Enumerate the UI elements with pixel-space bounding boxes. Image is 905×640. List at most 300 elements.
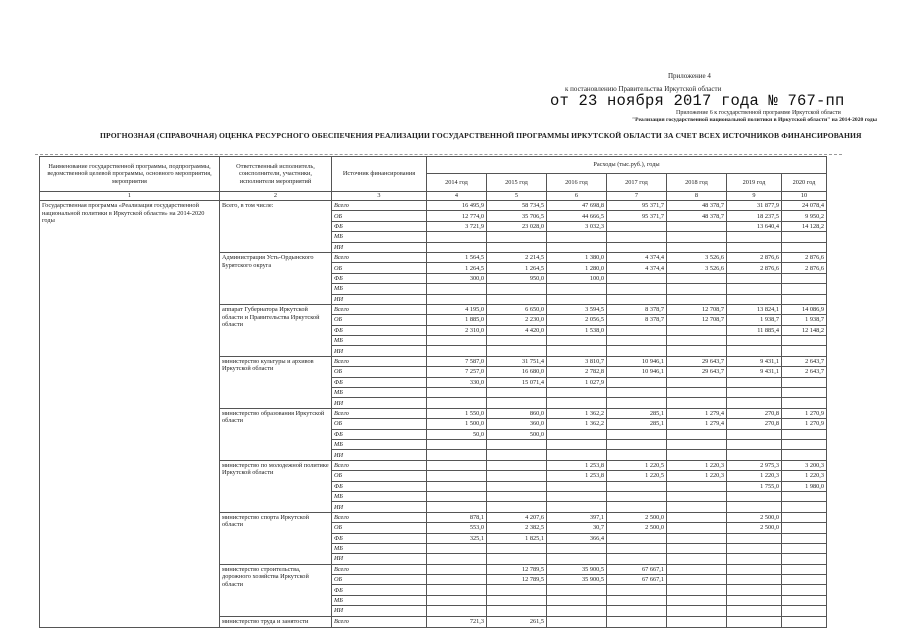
executor-cell: министерство культуры и архивов Иркутской области bbox=[220, 356, 332, 408]
year-header: 2014 год bbox=[427, 174, 487, 192]
top-rule bbox=[35, 154, 842, 155]
value-cell bbox=[487, 294, 547, 304]
value-cell: 12 708,7 bbox=[667, 315, 727, 325]
value-cell bbox=[667, 325, 727, 335]
value-cell: 261,5 bbox=[487, 616, 547, 627]
source-cell: ИИ bbox=[332, 502, 427, 512]
value-cell bbox=[667, 336, 727, 346]
value-cell: 1 220,3 bbox=[667, 471, 727, 481]
value-cell: 1 825,1 bbox=[487, 533, 547, 543]
value-cell bbox=[667, 543, 727, 553]
value-cell: 1 755,0 bbox=[727, 481, 782, 491]
value-cell bbox=[547, 429, 607, 439]
value-cell bbox=[667, 398, 727, 408]
value-cell bbox=[547, 439, 607, 449]
value-cell bbox=[607, 429, 667, 439]
value-cell bbox=[782, 491, 827, 501]
value-cell bbox=[427, 606, 487, 616]
value-cell bbox=[487, 491, 547, 501]
value-cell: 2 500,0 bbox=[727, 512, 782, 522]
executor-cell: министерство спорта Иркутской области bbox=[220, 512, 332, 564]
value-cell bbox=[667, 512, 727, 522]
column-index: 4 bbox=[427, 192, 487, 201]
value-cell bbox=[782, 616, 827, 627]
value-cell bbox=[782, 377, 827, 387]
value-cell bbox=[427, 564, 487, 574]
value-cell bbox=[427, 543, 487, 553]
value-cell bbox=[782, 429, 827, 439]
value-cell bbox=[782, 273, 827, 283]
value-cell bbox=[427, 439, 487, 449]
document-title: ПРОГНОЗНАЯ (СПРАВОЧНАЯ) ОЦЕНКА РЕСУРСНОГО ОБЕСПЕЧЕНИЯ РЕАЛИЗАЦИИ ГОСУДАРСТВЕННОЙ ПРОГРАММЫ ИРКУТСКОЙ ОБЛАСТИ ЗА СЧЕТ ВСЕХ ИСТОЧНИКОВ ФИНАНСИРОВАНИЯ bbox=[100, 131, 862, 140]
value-cell bbox=[487, 543, 547, 553]
source-cell: ФБ bbox=[332, 481, 427, 491]
value-cell bbox=[607, 388, 667, 398]
value-cell bbox=[547, 543, 607, 553]
value-cell: 2 876,6 bbox=[727, 252, 782, 262]
value-cell: 2 500,0 bbox=[607, 512, 667, 522]
value-cell bbox=[547, 398, 607, 408]
executor-cell: Администрация Усть-Ордынского Бурятского округа bbox=[220, 252, 332, 304]
value-cell: 3 526,6 bbox=[667, 252, 727, 262]
value-cell: 2 382,5 bbox=[487, 523, 547, 533]
value-cell bbox=[547, 388, 607, 398]
value-cell: 1 220,5 bbox=[607, 471, 667, 481]
value-cell bbox=[607, 543, 667, 553]
value-cell bbox=[607, 325, 667, 335]
source-cell: Всего bbox=[332, 252, 427, 262]
decree-stamp: от 23 ноября 2017 года № 767-пп bbox=[550, 92, 845, 110]
source-cell: Всего bbox=[332, 564, 427, 574]
value-cell bbox=[727, 616, 782, 627]
value-cell: 1 980,0 bbox=[782, 481, 827, 491]
value-cell: 360,0 bbox=[487, 419, 547, 429]
value-cell bbox=[782, 554, 827, 564]
value-cell: 3 526,6 bbox=[667, 263, 727, 273]
value-cell bbox=[607, 595, 667, 605]
value-cell: 18 237,5 bbox=[727, 211, 782, 221]
source-cell: МБ bbox=[332, 543, 427, 553]
value-cell bbox=[667, 606, 727, 616]
value-cell: 29 643,7 bbox=[667, 367, 727, 377]
value-cell bbox=[607, 284, 667, 294]
value-cell bbox=[727, 595, 782, 605]
value-cell bbox=[487, 398, 547, 408]
value-cell bbox=[667, 481, 727, 491]
value-cell bbox=[782, 512, 827, 522]
value-cell bbox=[727, 398, 782, 408]
value-cell bbox=[667, 533, 727, 543]
source-cell: МБ bbox=[332, 284, 427, 294]
value-cell: 4 374,4 bbox=[607, 252, 667, 262]
source-cell: МБ bbox=[332, 388, 427, 398]
value-cell: 1 938,7 bbox=[782, 315, 827, 325]
value-cell: 1 264,5 bbox=[487, 263, 547, 273]
value-cell: 12 789,5 bbox=[487, 575, 547, 585]
value-cell bbox=[487, 460, 547, 470]
source-cell: ФБ bbox=[332, 325, 427, 335]
value-cell: 1 220,5 bbox=[607, 460, 667, 470]
value-cell bbox=[427, 232, 487, 242]
value-cell: 14 086,9 bbox=[782, 304, 827, 314]
value-cell: 9 431,1 bbox=[727, 367, 782, 377]
value-cell bbox=[547, 595, 607, 605]
value-cell bbox=[782, 398, 827, 408]
value-cell bbox=[547, 284, 607, 294]
value-cell bbox=[547, 232, 607, 242]
value-cell: 860,0 bbox=[487, 408, 547, 418]
source-cell: ФБ bbox=[332, 273, 427, 283]
value-cell bbox=[782, 575, 827, 585]
value-cell bbox=[727, 585, 782, 595]
value-cell: 1 362,2 bbox=[547, 408, 607, 418]
source-cell: ФБ bbox=[332, 585, 427, 595]
value-cell: 366,4 bbox=[547, 533, 607, 543]
value-cell: 4 195,0 bbox=[427, 304, 487, 314]
value-cell bbox=[487, 585, 547, 595]
value-cell: 1 380,0 bbox=[547, 252, 607, 262]
value-cell: 1 279,4 bbox=[667, 408, 727, 418]
value-cell: 2 500,0 bbox=[607, 523, 667, 533]
value-cell bbox=[547, 450, 607, 460]
value-cell: 500,0 bbox=[487, 429, 547, 439]
value-cell: 12 148,2 bbox=[782, 325, 827, 335]
value-cell: 2 876,6 bbox=[782, 252, 827, 262]
source-cell: Всего bbox=[332, 408, 427, 418]
value-cell: 12 774,0 bbox=[427, 211, 487, 221]
value-cell: 7 587,0 bbox=[427, 356, 487, 366]
source-cell: ФБ bbox=[332, 429, 427, 439]
value-cell bbox=[782, 439, 827, 449]
value-cell bbox=[727, 336, 782, 346]
value-cell bbox=[782, 232, 827, 242]
table-body bbox=[40, 201, 827, 628]
value-cell: 1 500,0 bbox=[427, 419, 487, 429]
value-cell: 10 946,1 bbox=[607, 367, 667, 377]
value-cell: 95 371,7 bbox=[607, 211, 667, 221]
column-index: 2 bbox=[220, 192, 332, 201]
value-cell: 2 500,0 bbox=[727, 523, 782, 533]
source-cell: МБ bbox=[332, 595, 427, 605]
value-cell bbox=[487, 232, 547, 242]
value-cell: 16 680,0 bbox=[487, 367, 547, 377]
value-cell bbox=[607, 554, 667, 564]
source-cell: ФБ bbox=[332, 533, 427, 543]
value-cell: 10 946,1 bbox=[607, 356, 667, 366]
value-cell: 35 900,5 bbox=[547, 564, 607, 574]
value-cell bbox=[782, 284, 827, 294]
year-header: 2019 год bbox=[727, 174, 782, 192]
value-cell: 2 214,5 bbox=[487, 252, 547, 262]
value-cell: 35 706,5 bbox=[487, 211, 547, 221]
value-cell: 3 721,9 bbox=[427, 221, 487, 231]
executor-cell: министерство строительства, дорожного хозяйства Иркутской области bbox=[220, 564, 332, 616]
value-cell: 13 640,4 bbox=[727, 221, 782, 231]
executor-cell: аппарат Губернатора Иркутской области и Правительства Иркутской области bbox=[220, 304, 332, 356]
source-cell: Всего bbox=[332, 304, 427, 314]
value-cell bbox=[607, 294, 667, 304]
source-cell: ОБ bbox=[332, 263, 427, 273]
value-cell bbox=[667, 575, 727, 585]
table-header bbox=[40, 157, 827, 201]
value-cell bbox=[607, 585, 667, 595]
value-cell bbox=[547, 346, 607, 356]
value-cell: 3 594,5 bbox=[547, 304, 607, 314]
value-cell bbox=[727, 439, 782, 449]
value-cell: 16 495,9 bbox=[427, 201, 487, 211]
index-row bbox=[40, 192, 827, 201]
value-cell: 35 900,5 bbox=[547, 575, 607, 585]
col-src-header: Источник финансирования bbox=[332, 157, 427, 192]
value-cell bbox=[547, 616, 607, 627]
value-cell: 950,0 bbox=[487, 273, 547, 283]
value-cell: 31 877,9 bbox=[727, 201, 782, 211]
value-cell: 1 027,9 bbox=[547, 377, 607, 387]
value-cell bbox=[727, 533, 782, 543]
value-cell bbox=[782, 336, 827, 346]
value-cell bbox=[667, 294, 727, 304]
source-cell: МБ bbox=[332, 232, 427, 242]
column-index: 5 bbox=[487, 192, 547, 201]
value-cell bbox=[487, 439, 547, 449]
value-cell: 1 538,0 bbox=[547, 325, 607, 335]
value-cell: 2 643,7 bbox=[782, 356, 827, 366]
value-cell bbox=[607, 273, 667, 283]
source-cell: Всего bbox=[332, 356, 427, 366]
value-cell: 4 207,6 bbox=[487, 512, 547, 522]
value-cell bbox=[427, 481, 487, 491]
program-note-1: Приложение 6 к государственной программе Иркутской области bbox=[676, 110, 841, 116]
value-cell bbox=[782, 523, 827, 533]
value-cell: 2 056,5 bbox=[547, 315, 607, 325]
value-cell bbox=[667, 554, 727, 564]
source-cell: Всего bbox=[332, 460, 427, 470]
value-cell bbox=[427, 284, 487, 294]
value-cell: 2 310,0 bbox=[427, 325, 487, 335]
source-cell: ОБ bbox=[332, 471, 427, 481]
year-header: 2016 год bbox=[547, 174, 607, 192]
value-cell bbox=[667, 523, 727, 533]
source-cell: МБ bbox=[332, 336, 427, 346]
appendix-label: Приложение 4 bbox=[668, 72, 711, 80]
value-cell bbox=[427, 398, 487, 408]
value-cell bbox=[607, 481, 667, 491]
value-cell bbox=[607, 533, 667, 543]
value-cell: 47 698,8 bbox=[547, 201, 607, 211]
value-cell bbox=[727, 564, 782, 574]
value-cell bbox=[487, 450, 547, 460]
program-note-2: "Реализация государственной национальной политики в Иркутской области" на 2014-2020 годы bbox=[632, 117, 877, 123]
source-cell: ИИ bbox=[332, 398, 427, 408]
source-cell: Всего bbox=[332, 201, 427, 211]
value-cell bbox=[727, 502, 782, 512]
value-cell bbox=[727, 575, 782, 585]
value-cell: 553,0 bbox=[427, 523, 487, 533]
value-cell: 6 650,0 bbox=[487, 304, 547, 314]
value-cell bbox=[427, 460, 487, 470]
value-cell: 1 253,8 bbox=[547, 471, 607, 481]
value-cell bbox=[547, 502, 607, 512]
value-cell: 1 362,2 bbox=[547, 419, 607, 429]
executor-cell: Всего, в том числе: bbox=[220, 201, 332, 253]
year-header: 2018 год bbox=[667, 174, 727, 192]
source-cell: ФБ bbox=[332, 377, 427, 387]
value-cell bbox=[727, 242, 782, 252]
source-cell: Всего bbox=[332, 616, 427, 627]
value-cell: 1 280,0 bbox=[547, 263, 607, 273]
resolution-label: к постановлению Правительства Иркутской области bbox=[565, 85, 722, 93]
value-cell bbox=[487, 346, 547, 356]
value-cell: 300,0 bbox=[427, 273, 487, 283]
value-cell: 12 789,5 bbox=[487, 564, 547, 574]
value-cell bbox=[607, 346, 667, 356]
value-cell bbox=[427, 585, 487, 595]
source-cell: Всего bbox=[332, 512, 427, 522]
value-cell: 2 643,7 bbox=[782, 367, 827, 377]
value-cell: 330,0 bbox=[427, 377, 487, 387]
value-cell bbox=[607, 450, 667, 460]
resource-table bbox=[39, 156, 827, 628]
value-cell: 15 071,4 bbox=[487, 377, 547, 387]
value-cell: 1 279,4 bbox=[667, 419, 727, 429]
value-cell bbox=[487, 595, 547, 605]
value-cell: 24 078,4 bbox=[782, 201, 827, 211]
value-cell bbox=[607, 336, 667, 346]
value-cell bbox=[667, 585, 727, 595]
value-cell bbox=[782, 388, 827, 398]
column-index: 6 bbox=[547, 192, 607, 201]
value-cell: 12 708,7 bbox=[667, 304, 727, 314]
value-cell: 325,1 bbox=[427, 533, 487, 543]
value-cell bbox=[487, 606, 547, 616]
value-cell bbox=[547, 585, 607, 595]
value-cell bbox=[667, 429, 727, 439]
value-cell: 1 220,3 bbox=[782, 471, 827, 481]
value-cell bbox=[487, 242, 547, 252]
col-expenses-header: Расходы (тыс.руб.), годы bbox=[427, 157, 827, 174]
value-cell: 11 885,4 bbox=[727, 325, 782, 335]
value-cell bbox=[427, 575, 487, 585]
value-cell bbox=[782, 595, 827, 605]
value-cell: 2 975,3 bbox=[727, 460, 782, 470]
source-cell: ОБ bbox=[332, 211, 427, 221]
value-cell bbox=[607, 242, 667, 252]
value-cell: 1 264,5 bbox=[427, 263, 487, 273]
year-header: 2015 год bbox=[487, 174, 547, 192]
value-cell bbox=[667, 616, 727, 627]
value-cell bbox=[782, 242, 827, 252]
source-cell: ИИ bbox=[332, 294, 427, 304]
value-cell: 31 751,4 bbox=[487, 356, 547, 366]
value-cell bbox=[547, 294, 607, 304]
value-cell bbox=[607, 232, 667, 242]
value-cell bbox=[667, 491, 727, 501]
executor-cell: министерство образования Иркутской области bbox=[220, 408, 332, 460]
value-cell bbox=[667, 388, 727, 398]
value-cell bbox=[727, 294, 782, 304]
value-cell bbox=[487, 481, 547, 491]
value-cell bbox=[727, 429, 782, 439]
value-cell: 58 734,5 bbox=[487, 201, 547, 211]
value-cell bbox=[607, 221, 667, 231]
value-cell: 270,8 bbox=[727, 408, 782, 418]
value-cell bbox=[607, 439, 667, 449]
value-cell bbox=[782, 294, 827, 304]
value-cell bbox=[547, 481, 607, 491]
value-cell bbox=[427, 502, 487, 512]
value-cell bbox=[782, 606, 827, 616]
value-cell: 44 666,5 bbox=[547, 211, 607, 221]
value-cell: 1 550,0 bbox=[427, 408, 487, 418]
value-cell bbox=[782, 585, 827, 595]
value-cell bbox=[727, 450, 782, 460]
value-cell bbox=[667, 232, 727, 242]
value-cell: 1 270,9 bbox=[782, 419, 827, 429]
value-cell: 721,3 bbox=[427, 616, 487, 627]
value-cell: 100,0 bbox=[547, 273, 607, 283]
value-cell bbox=[487, 336, 547, 346]
value-cell bbox=[782, 346, 827, 356]
value-cell: 67 667,1 bbox=[607, 575, 667, 585]
source-cell: ИИ bbox=[332, 346, 427, 356]
source-cell: ОБ bbox=[332, 419, 427, 429]
value-cell: 7 257,0 bbox=[427, 367, 487, 377]
column-index: 1 bbox=[40, 192, 220, 201]
value-cell bbox=[427, 491, 487, 501]
value-cell bbox=[782, 533, 827, 543]
year-header: 2020 год bbox=[782, 174, 827, 192]
value-cell bbox=[667, 273, 727, 283]
value-cell bbox=[727, 543, 782, 553]
value-cell bbox=[782, 450, 827, 460]
value-cell: 1 220,3 bbox=[667, 460, 727, 470]
value-cell bbox=[727, 377, 782, 387]
col-name-header: Наименование государственной программы, подпрограммы, ведомственной целевой программы, основного мероприятия, мероприятия bbox=[40, 157, 220, 192]
value-cell bbox=[547, 336, 607, 346]
source-cell: МБ bbox=[332, 491, 427, 501]
value-cell: 1 564,5 bbox=[427, 252, 487, 262]
value-cell bbox=[667, 439, 727, 449]
value-cell bbox=[427, 471, 487, 481]
value-cell bbox=[667, 502, 727, 512]
value-cell bbox=[667, 595, 727, 605]
value-cell: 4 420,0 bbox=[487, 325, 547, 335]
value-cell bbox=[667, 242, 727, 252]
source-cell: ОБ bbox=[332, 523, 427, 533]
value-cell bbox=[547, 554, 607, 564]
value-cell bbox=[607, 491, 667, 501]
value-cell bbox=[727, 388, 782, 398]
value-cell: 13 824,1 bbox=[727, 304, 782, 314]
value-cell bbox=[727, 232, 782, 242]
value-cell: 67 667,1 bbox=[607, 564, 667, 574]
value-cell bbox=[427, 450, 487, 460]
value-cell bbox=[547, 491, 607, 501]
value-cell: 1 270,9 bbox=[782, 408, 827, 418]
value-cell bbox=[727, 346, 782, 356]
value-cell: 397,1 bbox=[547, 512, 607, 522]
value-cell: 285,1 bbox=[607, 419, 667, 429]
value-cell bbox=[607, 377, 667, 387]
source-cell: МБ bbox=[332, 439, 427, 449]
value-cell: 2 876,6 bbox=[782, 263, 827, 273]
value-cell bbox=[727, 491, 782, 501]
value-cell: 9 950,2 bbox=[782, 211, 827, 221]
source-cell: ОБ bbox=[332, 315, 427, 325]
value-cell bbox=[607, 616, 667, 627]
executor-cell: министерство по молодежной политике Иркутской области bbox=[220, 460, 332, 512]
source-cell: ИИ bbox=[332, 242, 427, 252]
